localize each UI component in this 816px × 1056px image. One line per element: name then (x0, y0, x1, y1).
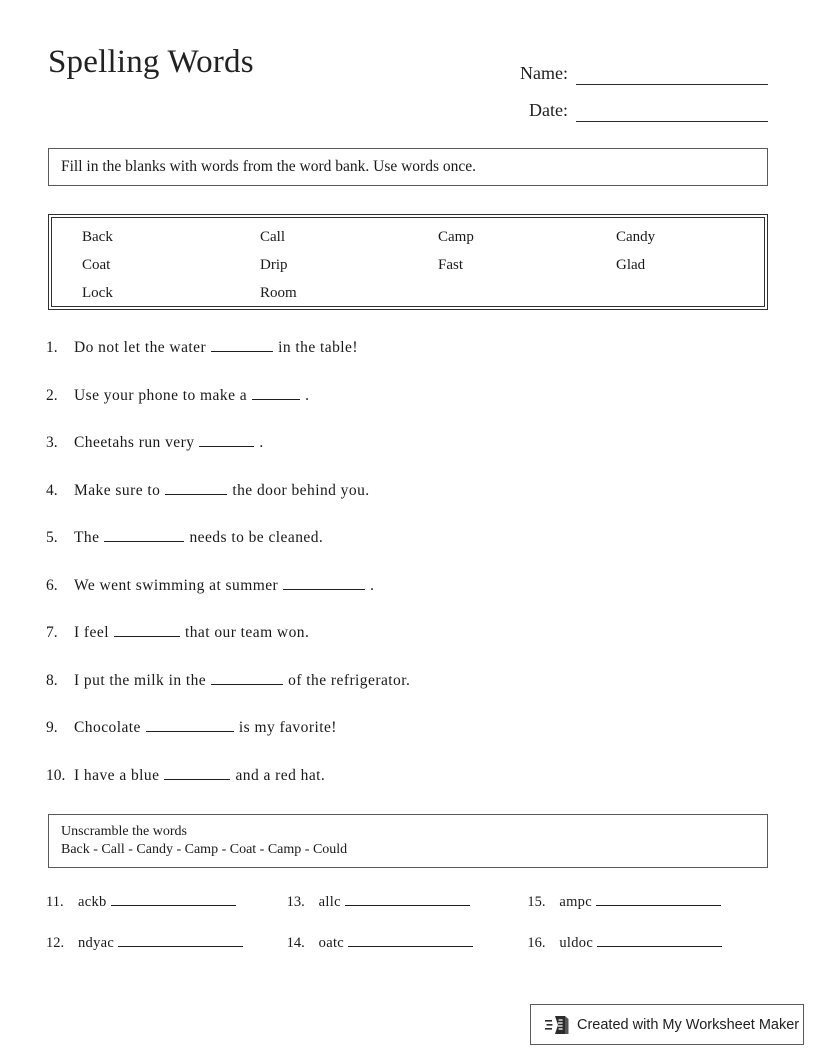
unscramble-row (46, 893, 768, 934)
fill-in-the-blank-questions (46, 338, 768, 813)
word-bank-row (52, 228, 764, 256)
unscramble-item (527, 893, 768, 934)
question-text-before-blank: Make sure to (74, 481, 161, 499)
word-bank-word: Drip (260, 257, 288, 273)
question-text-before-blank: I feel (74, 624, 109, 641)
answer-blank[interactable] (199, 433, 254, 447)
word-bank-word: Lock (82, 285, 113, 301)
badge-label: Created with My Worksheet Maker (577, 1016, 800, 1033)
question-text (74, 481, 370, 500)
answer-blank[interactable] (164, 766, 230, 780)
date-row (468, 85, 768, 122)
question-text (74, 433, 264, 452)
name-row (468, 48, 768, 85)
worksheet-header (48, 44, 768, 124)
unscramble-item (46, 934, 287, 975)
unscramble-item-number: 11. (46, 894, 64, 910)
question-text-before-blank: The (74, 529, 100, 546)
unscramble-answer-blank[interactable] (111, 893, 236, 906)
question-text (74, 576, 375, 595)
question-number: 7. (46, 624, 58, 641)
question-text-before-blank: Use your phone to make a (74, 386, 248, 404)
created-with-badge[interactable] (530, 1004, 804, 1045)
unscramble-item (287, 893, 528, 934)
question-text (74, 718, 337, 737)
scrambled-word: ndyac (78, 935, 115, 951)
question-row (46, 433, 768, 481)
question-text-before-blank: Chocolate (74, 719, 141, 736)
question-number: 8. (46, 671, 58, 689)
question-text-after-blank: the door behind you. (232, 481, 370, 499)
word-bank-row (52, 256, 764, 284)
scrambled-word: uldoc (559, 935, 594, 951)
answer-blank[interactable] (252, 386, 300, 400)
question-text (74, 766, 325, 785)
question-text-before-blank: I put the milk in the (74, 671, 207, 689)
question-row (46, 481, 768, 529)
unscramble-item-number: 16. (527, 935, 546, 951)
unscramble-item (287, 934, 528, 975)
question-text-after-blank: and a red hat. (235, 766, 326, 784)
word-bank-word: Coat (82, 257, 111, 273)
instruction-text: Fill in the blanks with words from the word bank. Use words once. (61, 158, 476, 176)
name-input-line[interactable] (576, 64, 768, 85)
word-bank-word: Room (260, 285, 297, 301)
unscramble-answer-blank[interactable] (596, 893, 721, 906)
unscramble-row (46, 934, 768, 975)
word-bank-word: Glad (616, 257, 646, 273)
unscramble-answer-blank[interactable] (118, 934, 243, 947)
unscramble-item-number: 14. (286, 935, 305, 951)
question-text-after-blank: of the refrigerator. (288, 671, 411, 689)
name-label: Name: (520, 63, 568, 83)
question-number: 3. (46, 434, 58, 451)
question-number: 10. (46, 766, 66, 784)
scrambled-word: ackb (78, 894, 107, 910)
unscramble-item (46, 893, 287, 934)
question-text-before-blank: Cheetahs run very (74, 434, 195, 451)
question-number: 2. (46, 386, 58, 404)
scrambled-word: ampc (559, 894, 592, 910)
question-row (46, 623, 768, 671)
question-row (46, 386, 768, 434)
question-number: 5. (46, 529, 58, 546)
word-bank-row (52, 284, 764, 312)
question-text-after-blank: . (305, 386, 310, 404)
question-row (46, 766, 768, 814)
word-bank-word: Call (260, 229, 285, 245)
word-bank (48, 214, 768, 310)
unscramble-item-number: 15. (527, 894, 546, 910)
page-title: Spelling Words (48, 44, 254, 80)
instruction-box (48, 148, 768, 186)
unscramble-item-number: 12. (46, 935, 65, 951)
question-text (74, 671, 410, 690)
question-text-after-blank: is my favorite! (238, 719, 337, 736)
question-text (74, 386, 309, 405)
word-bank-word: Fast (438, 257, 464, 273)
question-text-after-blank: that our team won. (184, 624, 310, 641)
question-row (46, 338, 768, 386)
unscramble-answer-blank[interactable] (597, 934, 722, 947)
answer-blank[interactable] (211, 338, 273, 352)
scrambled-word: allc (318, 894, 341, 910)
unscramble-instruction-box (48, 814, 768, 868)
unscramble-heading: Unscramble the words (61, 824, 187, 839)
date-input-line[interactable] (576, 101, 768, 122)
answer-blank[interactable] (211, 671, 283, 685)
question-text (74, 528, 323, 547)
answer-blank[interactable] (104, 528, 184, 542)
worksheet-maker-logo-icon (543, 1012, 573, 1038)
question-text-after-blank: in the table! (278, 339, 358, 356)
question-text-before-blank: We went swimming at summer (74, 576, 279, 594)
word-bank-empty-cell (408, 284, 586, 312)
question-text (74, 338, 358, 357)
name-date-fields (468, 48, 768, 122)
word-bank-empty-cell (586, 284, 764, 312)
question-number: 6. (46, 576, 58, 594)
word-bank-word: Camp (438, 229, 474, 245)
unscramble-word-list: Back - Call - Candy - Camp - Coat - Camp - Could (61, 842, 348, 857)
question-number: 9. (46, 719, 58, 736)
word-bank-word: Candy (616, 229, 656, 245)
question-text-after-blank: . (370, 576, 375, 594)
question-row (46, 528, 768, 576)
question-row (46, 718, 768, 766)
question-text-before-blank: Do not let the water (74, 339, 207, 356)
question-text-after-blank: . (259, 434, 264, 451)
question-text-before-blank: I have a blue (74, 766, 160, 784)
question-text (74, 623, 309, 642)
question-row (46, 671, 768, 719)
question-number: 4. (46, 481, 58, 499)
word-bank-word: Back (82, 229, 113, 245)
question-text-after-blank: needs to be cleaned. (189, 529, 324, 546)
unscramble-item-number: 13. (286, 894, 305, 910)
unscramble-items (46, 893, 768, 975)
answer-blank[interactable] (283, 576, 365, 590)
unscramble-item (527, 934, 768, 975)
answer-blank[interactable] (146, 718, 234, 732)
unscramble-answer-blank[interactable] (348, 934, 473, 947)
answer-blank[interactable] (165, 481, 227, 495)
question-row (46, 576, 768, 624)
word-bank-inner (51, 217, 765, 307)
unscramble-answer-blank[interactable] (345, 893, 470, 906)
answer-blank[interactable] (114, 623, 180, 637)
date-label: Date: (529, 100, 568, 120)
scrambled-word: oatc (318, 935, 345, 951)
question-number: 1. (46, 339, 58, 356)
